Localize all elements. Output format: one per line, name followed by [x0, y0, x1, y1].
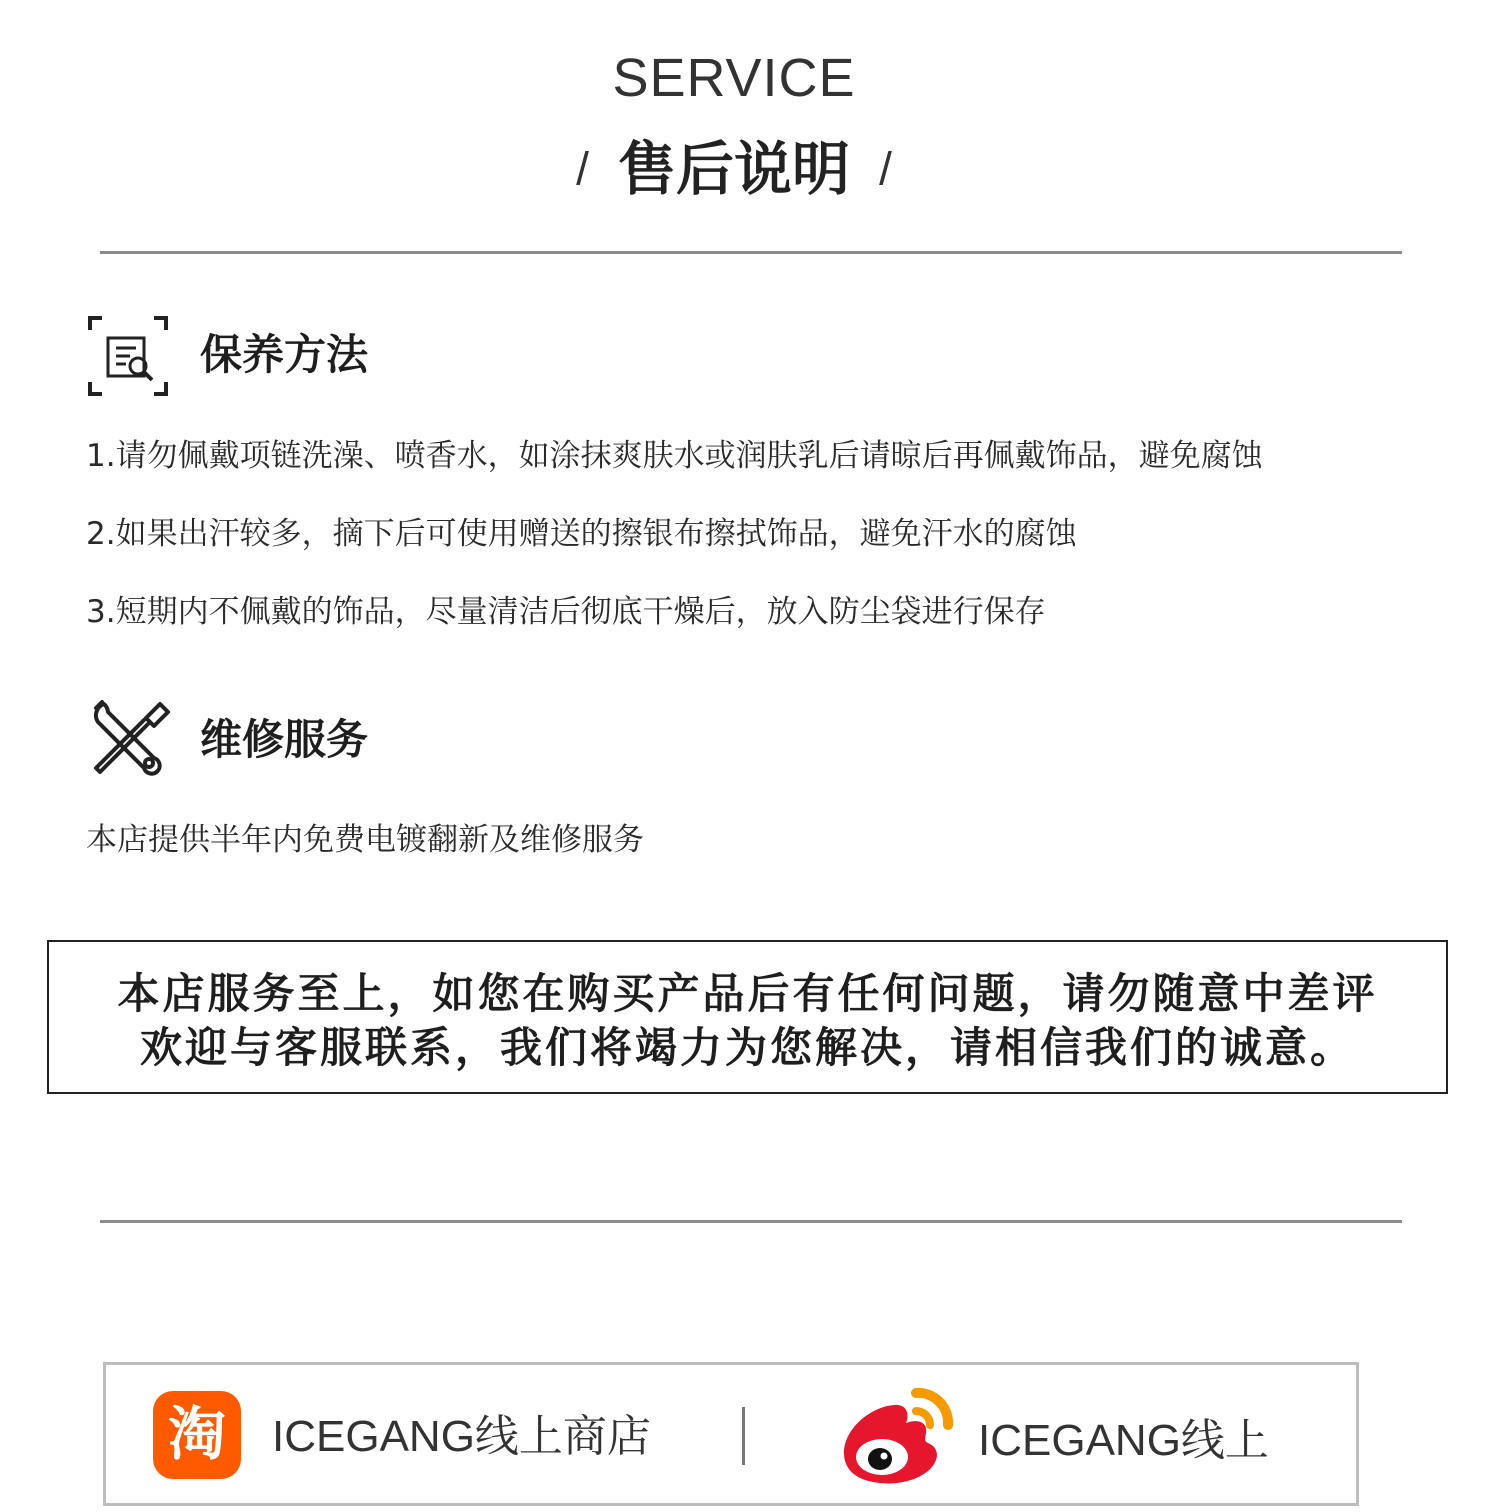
taobao-store-link[interactable] [106, 1365, 736, 1503]
slash-left: / [576, 142, 589, 195]
notice-line-1: 本店服务至上，如您在购买产品后有任何问题，请勿随意中差评 [117, 969, 1378, 1018]
taobao-store-label: ICEGANG线上商店 [272, 1412, 651, 1461]
weibo-icon [836, 1383, 956, 1487]
repair-text: 本店提供半年内免费电镀翻新及维修服务 [86, 822, 644, 858]
weibo-store-link[interactable] [746, 1365, 1356, 1503]
notice-line-2: 欢迎与客服联系，我们将竭力为您解决，请相信我们的诚意。 [139, 1023, 1355, 1072]
repair-title: 维修服务 [200, 715, 369, 764]
care-item-2: 2.如果出汗较多，摘下后可使用赠送的擦银布擦拭饰品，避免汗水的腐蚀 [86, 516, 1077, 552]
notice-box [47, 940, 1448, 1094]
care-item-3: 3.短期内不佩戴的饰品，尽量清洁后彻底干燥后，放入防尘袋进行保存 [86, 594, 1046, 630]
taobao-icon: 淘 [153, 1391, 241, 1479]
care-title: 保养方法 [200, 330, 369, 379]
top-divider [100, 251, 1402, 254]
service-title-cn: 售后说明 [617, 134, 850, 203]
service-title-en: SERVICE [612, 48, 856, 108]
weibo-store-label: ICEGANG线上 [978, 1416, 1269, 1465]
wrench-screwdriver-icon [88, 698, 172, 782]
bottom-divider [100, 1220, 1402, 1223]
slash-right: / [879, 142, 892, 195]
care-scan-icon [86, 314, 170, 398]
store-divider [742, 1407, 745, 1465]
store-links-box [103, 1362, 1359, 1506]
service-title-row [0, 128, 1468, 209]
care-item-1: 1.请勿佩戴项链洗澡、喷香水，如涂抹爽肤水或润肤乳后请晾后再佩戴饰品，避免腐蚀 [86, 438, 1263, 474]
